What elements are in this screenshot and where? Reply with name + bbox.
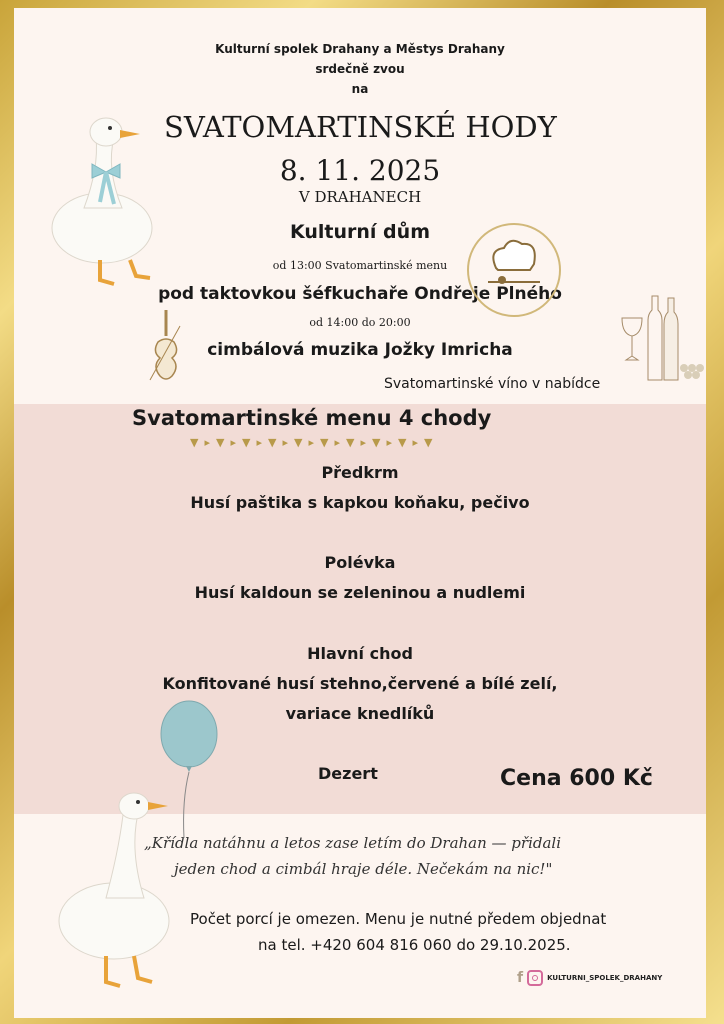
main-label: Hlavní chod [307,644,413,663]
poster [14,8,706,1018]
venue: Kulturní dům [290,221,430,243]
starter-label: Předkrm [321,463,399,482]
wine-bottle-icon [614,290,704,385]
time-menu: od 13:00 Svatomartinské menu [272,259,448,272]
violin-icon [146,306,186,386]
main-dish-line2: variace knedlíků [285,704,435,723]
chef-line: pod taktovkou šéfkuchaře Ondřeje Plného [158,284,562,304]
social-bar[interactable] [517,970,662,986]
social-handle[interactable]: KULTURNI_SPOLEK_DRAHANY [547,974,663,982]
music-line: cimbálová muzika Jožky Imricha [207,340,513,360]
instagram-icon[interactable] [527,970,543,986]
on-text: na [351,82,369,96]
menu-heading: Svatomartinské menu 4 chody [132,406,492,430]
chef-hat-icon [464,220,564,320]
main-dish-line1: Konfitované husí stehno,červené a bílé zelí, [162,674,558,693]
notice-line-1: Počet porcí je omezen. Menu je nutné předem objednat [190,910,607,928]
event-date: 8. 11. 2025 [279,154,441,187]
arrow-divider: ▼ ▸ ▼ ▸ ▼ ▸ ▼ ▸ ▼ ▸ ▼ ▸ ▼ ▸ ▼ ▸ ▼ ▸ ▼ [190,436,433,449]
event-place: V DRAHANECH [298,188,422,206]
price: Cena 600 Kč [500,766,653,791]
goose-icon [44,786,184,996]
soup-dish: Husí kaldoun se zeleninou a nudlemi [194,583,526,602]
wine-line: Svatomartinské víno v nabídce [384,376,601,392]
facebook-icon[interactable]: f [517,970,524,986]
starter-dish: Husí paštika s kapkou koňaku, pečivo [190,493,530,512]
invite-text: srdečně zvou [315,62,405,76]
goose-with-bow-icon [44,108,164,293]
quote-line-1: „Křídla natáhnu a letos zase letím do Drahan — přidali [144,834,562,852]
organizers: Kulturní spolek Drahany a Městys Drahany [215,42,505,56]
time-music: od 14:00 do 20:00 [309,316,411,329]
quote-line-2: jeden chod a cimbál hraje déle. Nečekám na nic!" [174,860,553,878]
soup-label: Polévka [324,553,396,572]
event-title: SVATOMARTINSKÉ HODY [164,110,557,144]
notice-line-2: na tel. +420 604 816 060 do 29.10.2025. [258,936,571,954]
dessert-label: Dezert [318,764,378,783]
